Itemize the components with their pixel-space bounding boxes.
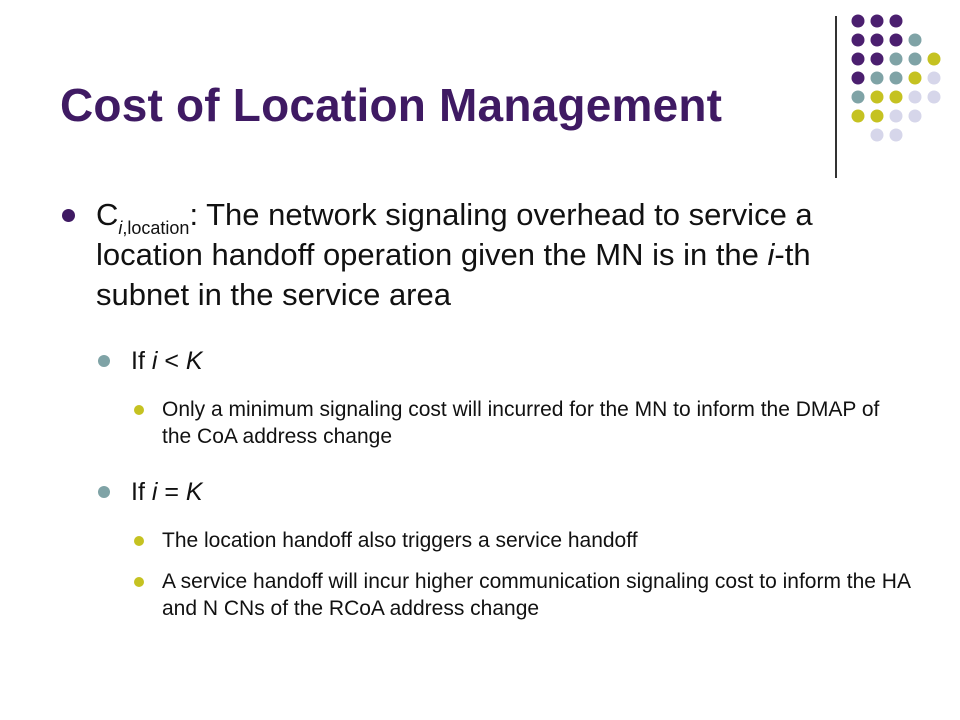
decor-dot: [852, 110, 865, 123]
bullet-dot-icon: [98, 355, 110, 367]
decor-dot: [871, 110, 884, 123]
decor-dot: [890, 53, 903, 66]
decor-dot: [890, 110, 903, 123]
decor-dot: [928, 91, 941, 104]
decor-dot: [871, 129, 884, 142]
decor-dot: [928, 53, 941, 66]
minimum-cost-item: Only a minimum signaling cost will incurred for the MN to inform the DMAP of the CoA address change: [134, 396, 914, 450]
subnet-index-var: i: [767, 237, 775, 272]
decor-dot: [852, 53, 865, 66]
decor-dot: [909, 53, 922, 66]
bullet-dot-icon: [134, 536, 144, 546]
decor-dot: [928, 72, 941, 85]
bullet-dot-icon: [134, 577, 144, 587]
decor-dot: [852, 72, 865, 85]
decor-dot: [852, 34, 865, 47]
bullet-cost-definition: [62, 195, 892, 315]
decor-dot: [871, 53, 884, 66]
decor-dot: [909, 34, 922, 47]
slide-title: Cost of Location Management: [60, 79, 723, 131]
decor-dot: [852, 91, 865, 104]
decor-dot: [871, 15, 884, 28]
condition-i-equals-k: If i = K: [98, 476, 878, 508]
decor-dot: [909, 91, 922, 104]
decor-dot: [890, 72, 903, 85]
definition-tail: -th subnet in the service area: [96, 237, 811, 312]
service-handoff-trigger-item: The location handoff also triggers a service handoff: [134, 527, 914, 554]
decor-dot: [871, 34, 884, 47]
decor-dot: [890, 34, 903, 47]
cost-subscript: i,location: [118, 218, 190, 238]
condition-i-less-than-k: If i < K: [98, 345, 878, 377]
vertical-divider-line: [835, 16, 837, 178]
higher-cost-item: A service handoff will incur higher communication signaling cost to inform the HA and N CNs of the RCoA address change: [134, 568, 914, 622]
bullet-dot-icon: [62, 209, 75, 222]
decor-dot: [909, 110, 922, 123]
bullet-dot-icon: [98, 486, 110, 498]
bullet-dot-icon: [134, 405, 144, 415]
decor-dot: [909, 72, 922, 85]
cost-symbol: C: [96, 197, 119, 232]
definition-text: : The network signaling overhead to service a location handoff operation given the MN is in the: [96, 197, 813, 272]
decor-dot: [871, 91, 884, 104]
decor-dot: [871, 72, 884, 85]
decor-dot: [890, 15, 903, 28]
decor-dot: [890, 91, 903, 104]
decor-dot: [852, 15, 865, 28]
decor-dot: [890, 129, 903, 142]
